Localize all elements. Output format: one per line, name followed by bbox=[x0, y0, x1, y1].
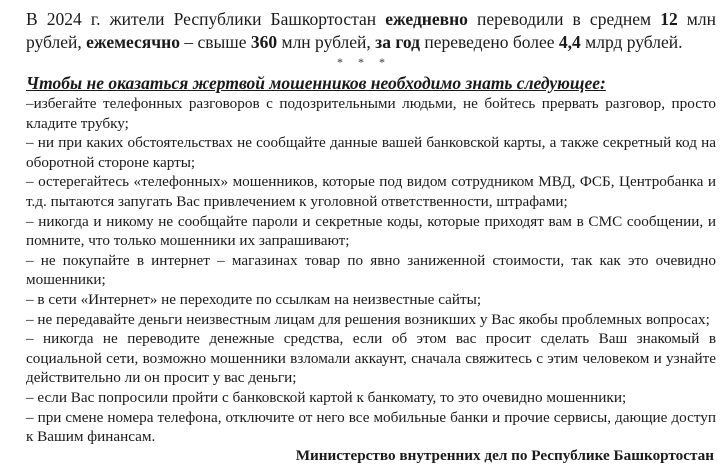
intro-line-1 bbox=[26, 8, 716, 31]
intro-text: переводили в среднем bbox=[467, 9, 661, 29]
intro-bold-number: 12 bbox=[660, 9, 678, 29]
separator-stars: * * * bbox=[337, 55, 391, 69]
intro-paragraph bbox=[26, 8, 716, 54]
list-item: –избегайте телефонных разговоров с подозрительными людьми, не бойтесь прервать разговор, просто кладите трубку; bbox=[26, 95, 716, 132]
intro-bold-number: 360 bbox=[250, 32, 278, 52]
list-item: – никогда и никому не сообщайте пароли и секретные коды, которые приходят вам в СМС сообщении, и помните, что только мошенники их запрашивают; bbox=[26, 212, 716, 250]
intro-line-2 bbox=[26, 31, 716, 54]
intro-text: рублей, bbox=[26, 32, 87, 52]
intro-bold-yearly: за год bbox=[375, 32, 420, 52]
list-item: – ни при каких обстоятельствах не сообщайте данные вашей банковской карты, а также секретный код на оборотной стороне карты; bbox=[26, 134, 716, 171]
intro-text: – свыше bbox=[179, 32, 251, 52]
intro-bold-daily: ежедневно bbox=[385, 9, 468, 29]
list-item: – при смене номера телефона, отключите от него все мобильные банки и прочие сервисы, дающие доступ к Вашим финансам. bbox=[26, 408, 716, 446]
list-item: – в сети «Интернет» не переходите по ссылкам на неизвестные сайты; bbox=[26, 290, 482, 308]
list-item: – если Вас попросили пройти с банковской картой к банкомату, то это очевидно мошенники; bbox=[26, 388, 627, 406]
intro-text: млрд рублей. bbox=[580, 32, 683, 52]
intro-text: млн рублей, bbox=[277, 32, 376, 52]
intro-bold-monthly: ежемесячно bbox=[86, 32, 180, 52]
section-heading: Чтобы не оказаться жертвой мошенников необходимо знать следующее: bbox=[26, 73, 606, 93]
list-item: – не покупайте в интернет – магазинах товар по явно заниженной стоимости, так как это очевидно мошенники; bbox=[26, 251, 716, 289]
list-item: – не передавайте деньги неизвестным лицам для решения возникших у Вас якобы проблемных вопросах; bbox=[26, 310, 710, 328]
intro-text: млн bbox=[677, 9, 716, 29]
list-item: – никогда не переводите денежные средства, если об этом вас просит сделать Ваш знакомый в социальной сети, возможно мошенники взломали аккаунт, сначала свяжитесь с этим человеком и узнайте действительно ли он просит у вас деньги; bbox=[26, 330, 716, 387]
list-item: – остерегайтесь «телефонных» мошенников, которые под видом сотрудником МВД, ФСБ, Центробанка и т.д. пытаются запугать Вас привлечением к уголовной ответственности, штрафами; bbox=[26, 173, 716, 210]
intro-bold-number: 4,4 bbox=[558, 32, 581, 52]
advice-list bbox=[26, 94, 716, 447]
intro-text: В 2024 г. жители Республики Башкортостан bbox=[26, 9, 386, 29]
signature: Министерство внутренних дел по Республике Башкортостан bbox=[295, 447, 714, 464]
intro-text: переведено более bbox=[419, 32, 559, 52]
